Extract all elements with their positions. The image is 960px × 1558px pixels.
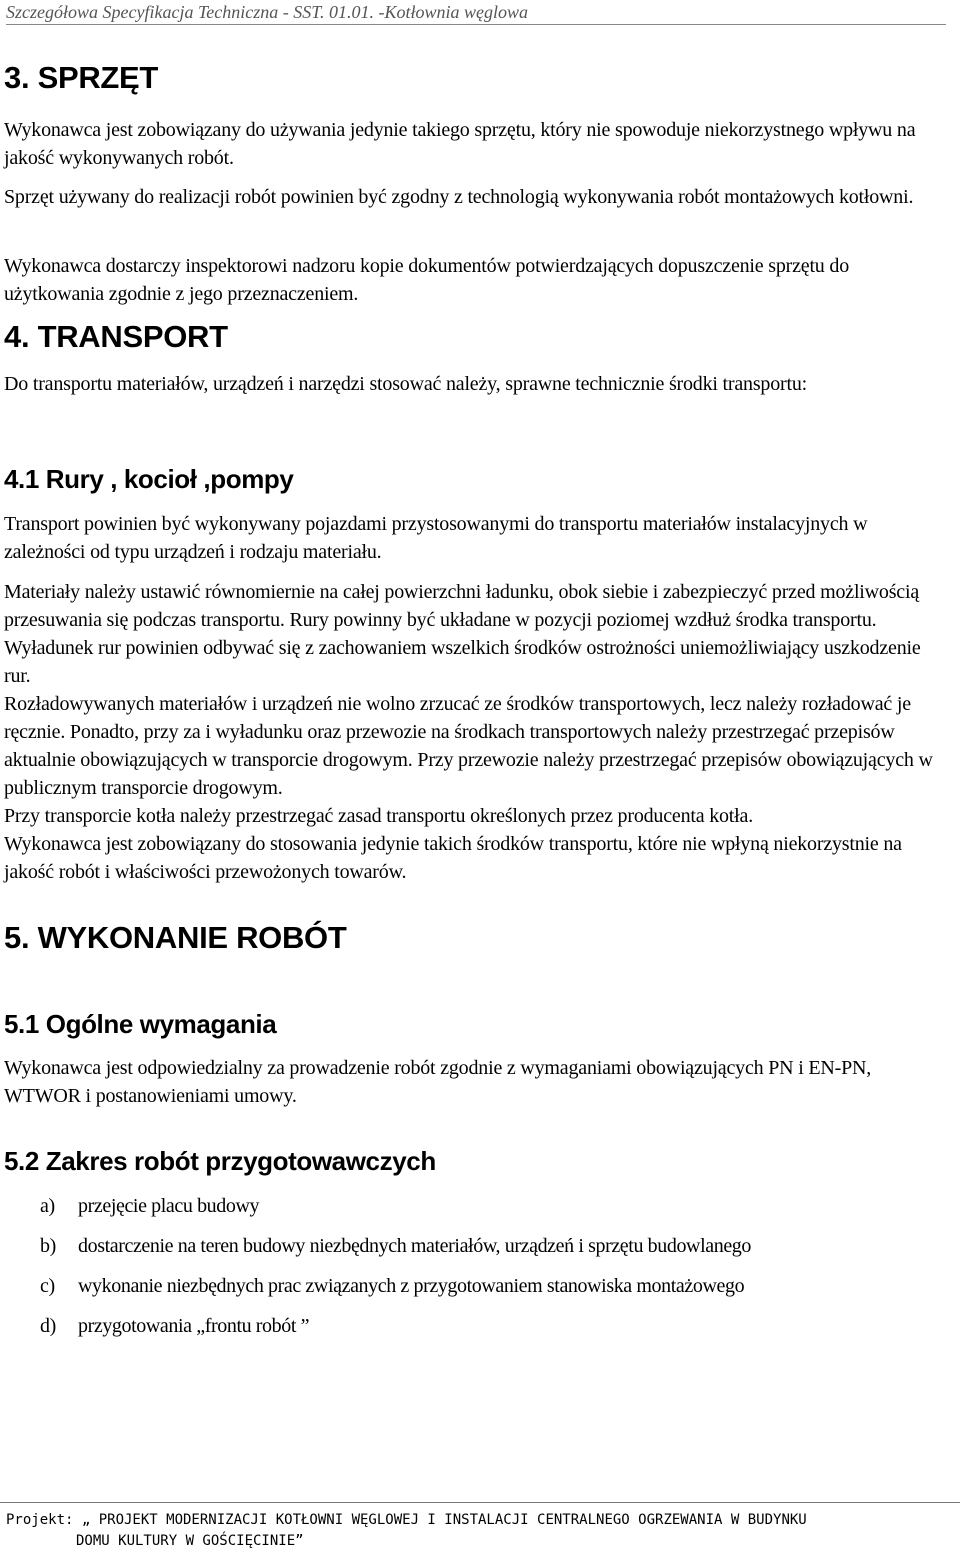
footer-divider bbox=[0, 1502, 960, 1503]
section-4-1-paragraph-1: Transport powinien być wykonywany pojazdami przystosowanymi do transportu materiałów instalacyjnych w zależności od typu urządzeń i rodzaju materiału. bbox=[4, 513, 868, 563]
footer-line-2: DOMU KULTURY W GOŚCIĘCINIE” bbox=[76, 1533, 304, 1549]
list-item-marker: b) bbox=[40, 1235, 56, 1257]
section-3-paragraph-3: Wykonawca dostarczy inspektorowi nadzoru kopie dokumentów potwierdzających dopuszczenie sprzętu do użytkowania zgodnie z jego przeznaczeniem. bbox=[4, 255, 850, 305]
section-4-paragraph-1: Do transportu materiałów, urządzeń i narzędzi stosować należy, sprawne technicznie środki transportu: bbox=[4, 373, 808, 395]
list-item bbox=[40, 1312, 309, 1340]
list-item bbox=[40, 1232, 751, 1260]
list-item-marker: d) bbox=[40, 1315, 56, 1337]
running-header: Szczegółowa Specyfikacja Techniczna - SST. 01.01. -Kotłownia węglowa bbox=[6, 2, 946, 25]
section-4-1-paragraph-2: Materiały należy ustawić równomiernie na całej powierzchni ładunku, obok siebie i zabezpieczyć przed możliwością przesuwania się podczas transportu. Rury powinny być układane w pozycji poziomej wzdłuż środka transportu. Wyładunek rur powinien odbywać się z zachowaniem wszelkich środków ostrożności uniemożliwiający uszkodzenie rur. bbox=[4, 581, 921, 687]
section-5-heading: 5. WYKONANIE ROBÓT bbox=[4, 920, 347, 955]
list-item-text: wykonanie niezbędnych prac związanych z przygotowaniem stanowiska montażowego bbox=[78, 1275, 745, 1297]
section-5-1-paragraph-1: Wykonawca jest odpowiedzialny za prowadzenie robót zgodnie z wymaganiami obowiązujących PN i EN-PN, WTWOR i postanowieniami umowy. bbox=[4, 1057, 872, 1107]
section-4-1-heading: 4.1 Rury , kocioł ,pompy bbox=[4, 464, 294, 494]
list-item-marker: a) bbox=[40, 1195, 55, 1217]
section-3-paragraph-1: Wykonawca jest zobowiązany do używania jedynie takiego sprzętu, który nie spowoduje niekorzystnego wpływu na jakość wykonywanych robót. bbox=[4, 119, 916, 169]
list-item bbox=[40, 1272, 744, 1300]
list-item-marker: c) bbox=[40, 1275, 55, 1297]
section-3-heading: 3. SPRZĘT bbox=[4, 60, 159, 95]
section-3-paragraph-2: Sprzęt używany do realizacji robót powinien być zgodny z technologią wykonywania robót montażowych kotłowni. bbox=[4, 186, 914, 208]
list-item-text: przygotowania „frontu robót ” bbox=[78, 1315, 310, 1337]
section-5-1-heading: 5.1 Ogólne wymagania bbox=[4, 1009, 277, 1039]
section-5-2-heading: 5.2 Zakres robót przygotowawczych bbox=[4, 1146, 436, 1176]
section-4-heading: 4. TRANSPORT bbox=[4, 319, 228, 354]
list-item-text: przejęcie placu budowy bbox=[78, 1195, 260, 1217]
list-item-text: dostarczenie na teren budowy niezbędnych materiałów, urządzeń i sprzętu budowlanego bbox=[78, 1235, 751, 1257]
section-4-1-paragraph-4: Przy transporcie kotła należy przestrzegać zasad transportu określonych przez producenta kotła. bbox=[4, 805, 753, 827]
section-4-1-paragraph-5: Wykonawca jest zobowiązany do stosowania jedynie takich środków transportu, które nie wpłyną niekorzystnie na jakość robót i właściwości przewożonych towarów. bbox=[4, 833, 902, 883]
list-item bbox=[40, 1192, 259, 1220]
footer-line-1: Projekt: „ PROJEKT MODERNIZACJI KOTŁOWNI WĘGLOWEJ I INSTALACJI CENTRALNEGO OGRZEWANIA W BUDYNKU bbox=[6, 1512, 807, 1528]
page-footer bbox=[6, 1510, 936, 1552]
section-4-1-paragraph-3: Rozładowywanych materiałów i urządzeń nie wolno zrzucać ze środków transportowych, lecz należy rozładować je ręcznie. Ponadto, przy za i wyładunku oraz przewozie na środkach transportowych należy przestrzegać przepisów aktualnie obowiązujących w transporcie drogowym. Przy przewozie należy przestrzegać przepisów obowiązujących w publicznym transporcie drogowym. bbox=[4, 693, 933, 799]
